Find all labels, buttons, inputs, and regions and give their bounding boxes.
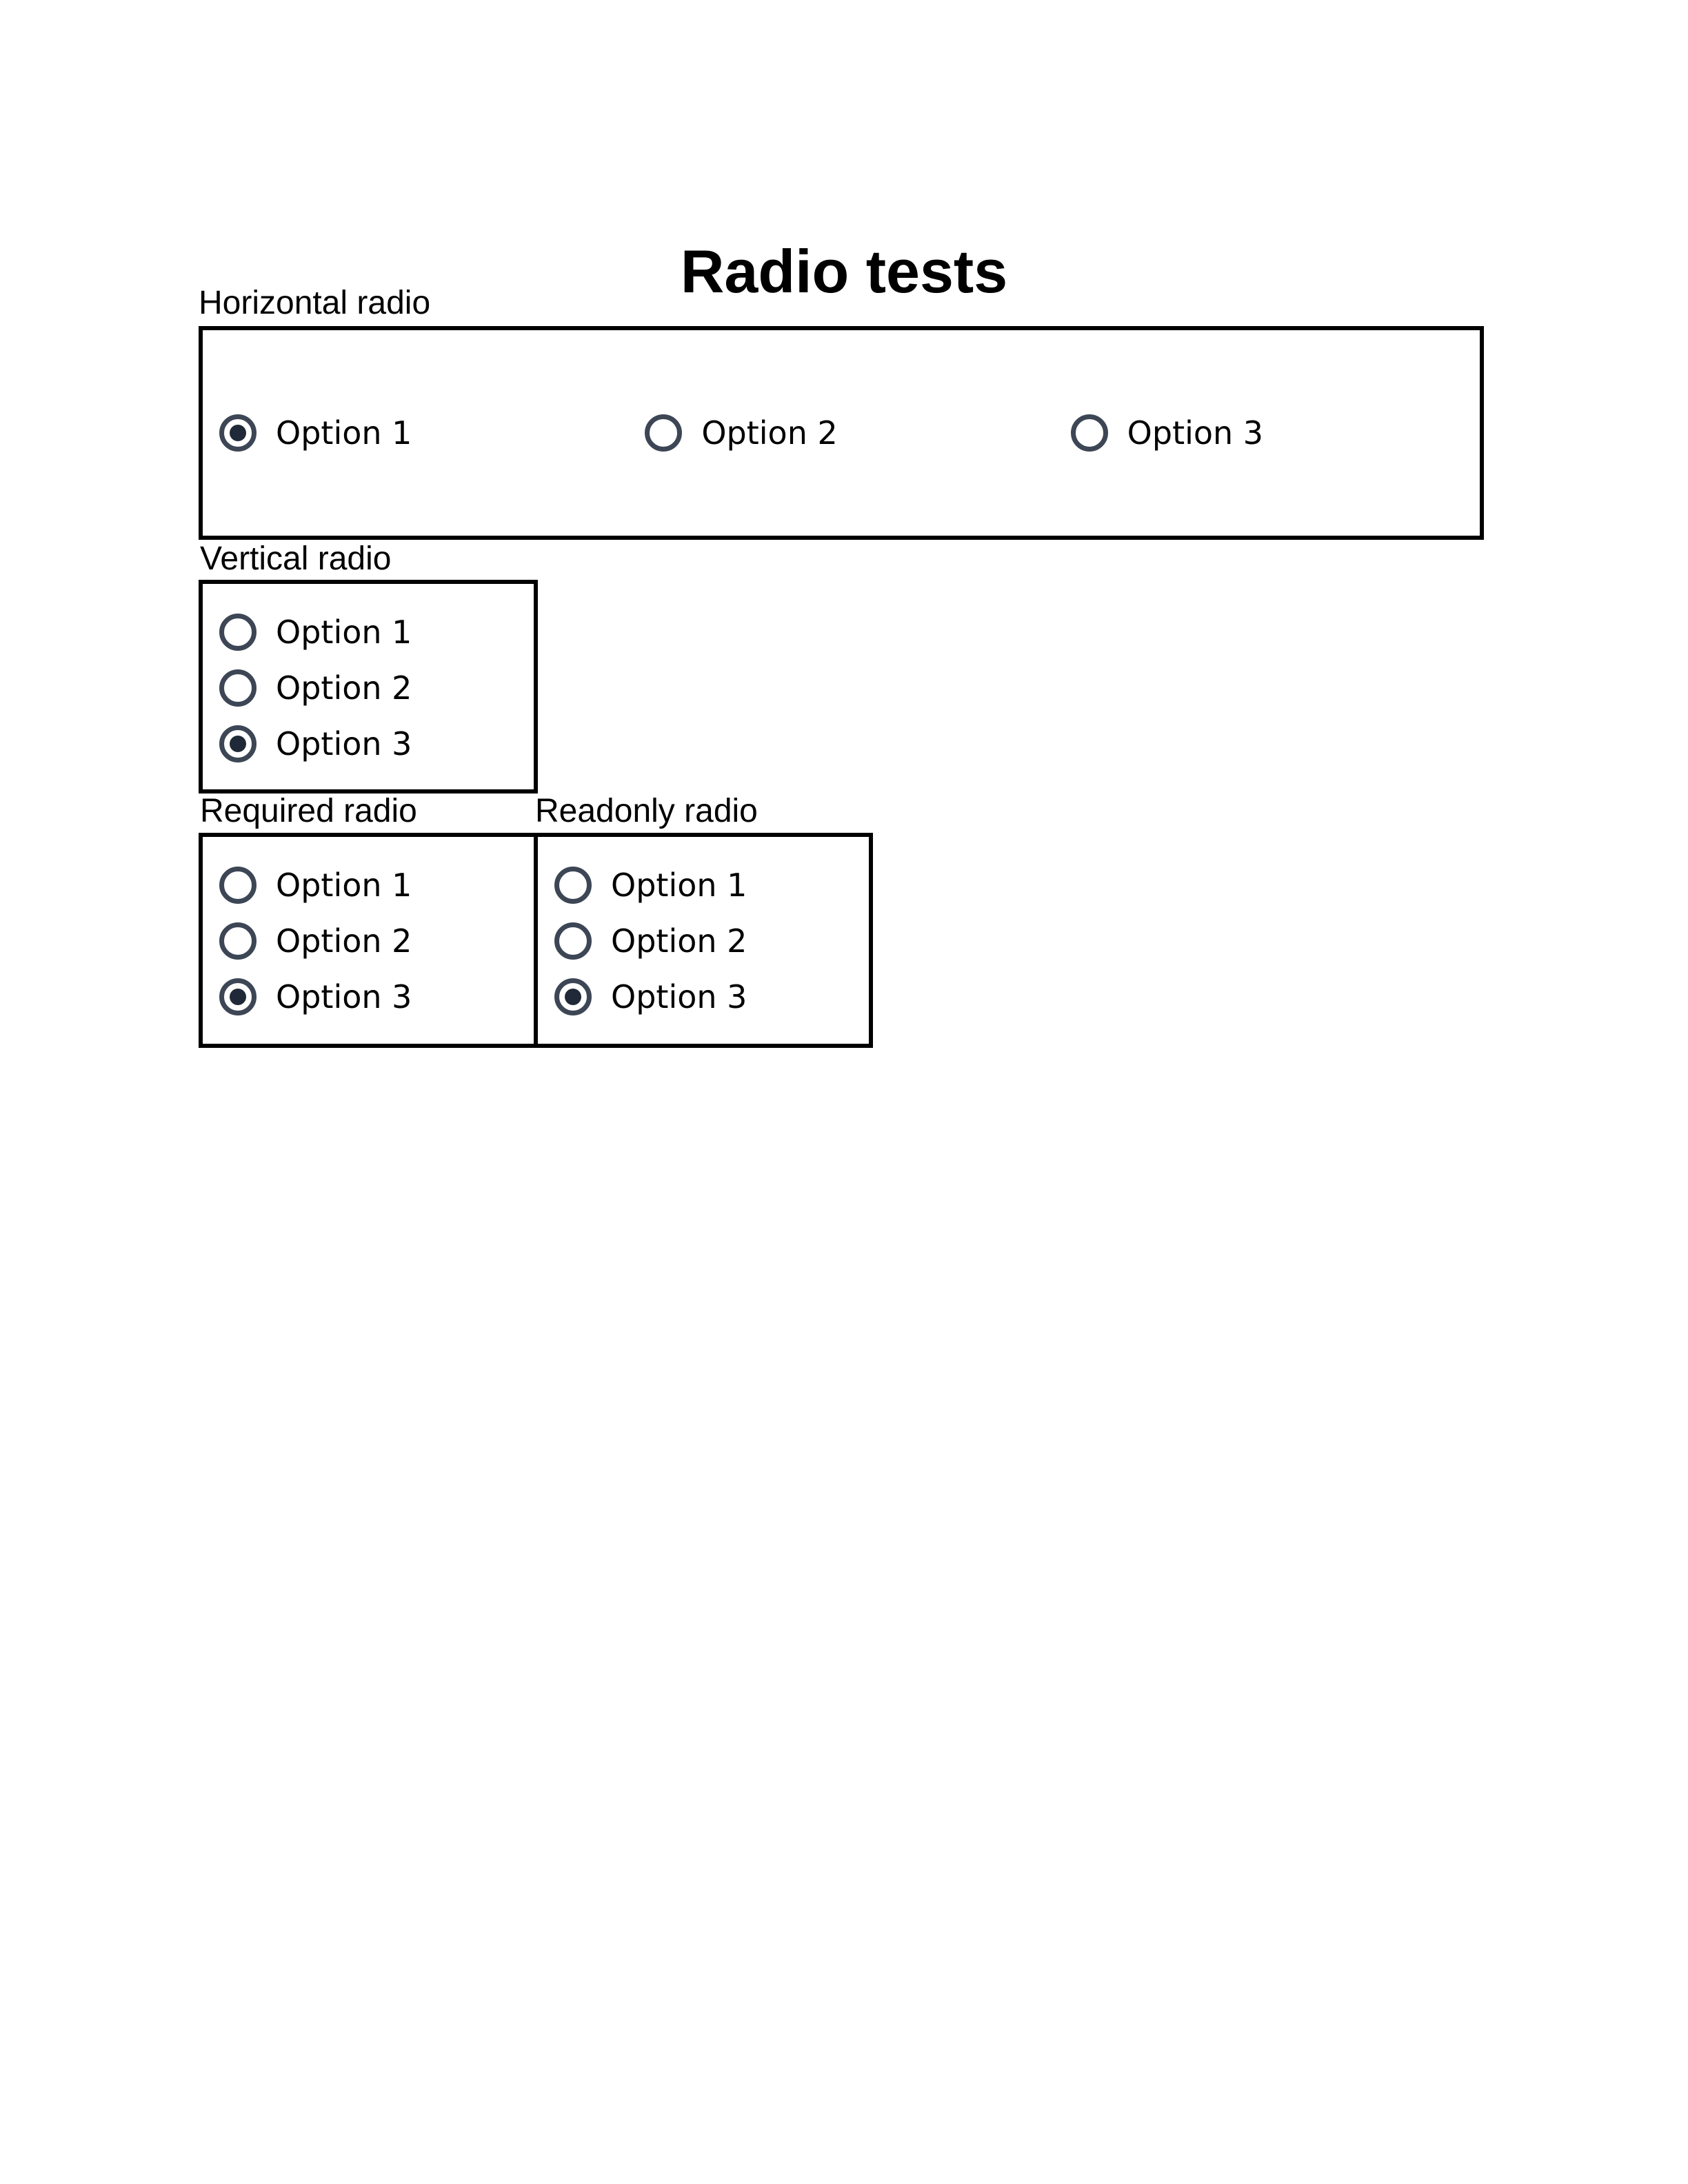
radio-option[interactable] <box>554 978 869 1015</box>
radio-button-icon[interactable] <box>219 414 257 452</box>
radio-button-icon[interactable] <box>219 867 257 904</box>
radio-option[interactable] <box>628 414 1054 452</box>
radio-option[interactable] <box>219 614 534 651</box>
radio-option-label: Option 3 <box>1127 414 1264 452</box>
radio-group-readonly <box>534 833 873 1048</box>
radio-button-icon[interactable] <box>645 414 682 452</box>
group-label-required-radio: Required radio <box>200 793 417 829</box>
radio-option[interactable] <box>554 867 869 904</box>
radio-button-icon[interactable] <box>219 614 257 651</box>
radio-dot <box>565 989 581 1005</box>
radio-button-icon[interactable] <box>219 725 257 762</box>
radio-dot <box>230 736 246 752</box>
radio-option[interactable] <box>219 978 534 1015</box>
radio-option[interactable] <box>219 669 534 707</box>
radio-group-horizontal <box>199 326 1484 540</box>
radio-button-icon[interactable] <box>554 978 592 1015</box>
radio-option[interactable] <box>554 922 869 960</box>
radio-button-icon[interactable] <box>219 669 257 707</box>
radio-option-label: Option 1 <box>276 414 412 452</box>
group-label-horizontal-radio: Horizontal radio <box>199 285 431 321</box>
radio-option-label: Option 3 <box>276 725 412 762</box>
radio-button-icon[interactable] <box>219 978 257 1015</box>
radio-option[interactable] <box>219 922 534 960</box>
radio-button-icon[interactable] <box>554 922 592 960</box>
radio-button-icon[interactable] <box>219 922 257 960</box>
radio-option-label: Option 3 <box>276 978 412 1015</box>
radio-option-label: Option 2 <box>276 922 412 960</box>
radio-group-required <box>199 833 538 1048</box>
page-title: Radio tests <box>680 236 1008 305</box>
group-label-vertical-radio: Vertical radio <box>200 540 392 577</box>
radio-option-label: Option 1 <box>611 867 747 904</box>
group-label-readonly-radio: Readonly radio <box>535 793 758 829</box>
radio-dot <box>230 989 246 1005</box>
radio-option[interactable] <box>203 414 628 452</box>
radio-option[interactable] <box>1054 414 1480 452</box>
radio-option-label: Option 3 <box>611 978 747 1015</box>
radio-option[interactable] <box>219 725 534 762</box>
radio-group-vertical <box>199 580 538 793</box>
radio-option-label: Option 2 <box>611 922 747 960</box>
radio-option[interactable] <box>219 867 534 904</box>
radio-option-label: Option 2 <box>701 414 838 452</box>
radio-option-label: Option 1 <box>276 614 412 651</box>
radio-dot <box>230 425 246 441</box>
radio-button-icon[interactable] <box>1071 414 1108 452</box>
radio-option-label: Option 2 <box>276 669 412 707</box>
radio-option-label: Option 1 <box>276 867 412 904</box>
radio-button-icon[interactable] <box>554 867 592 904</box>
